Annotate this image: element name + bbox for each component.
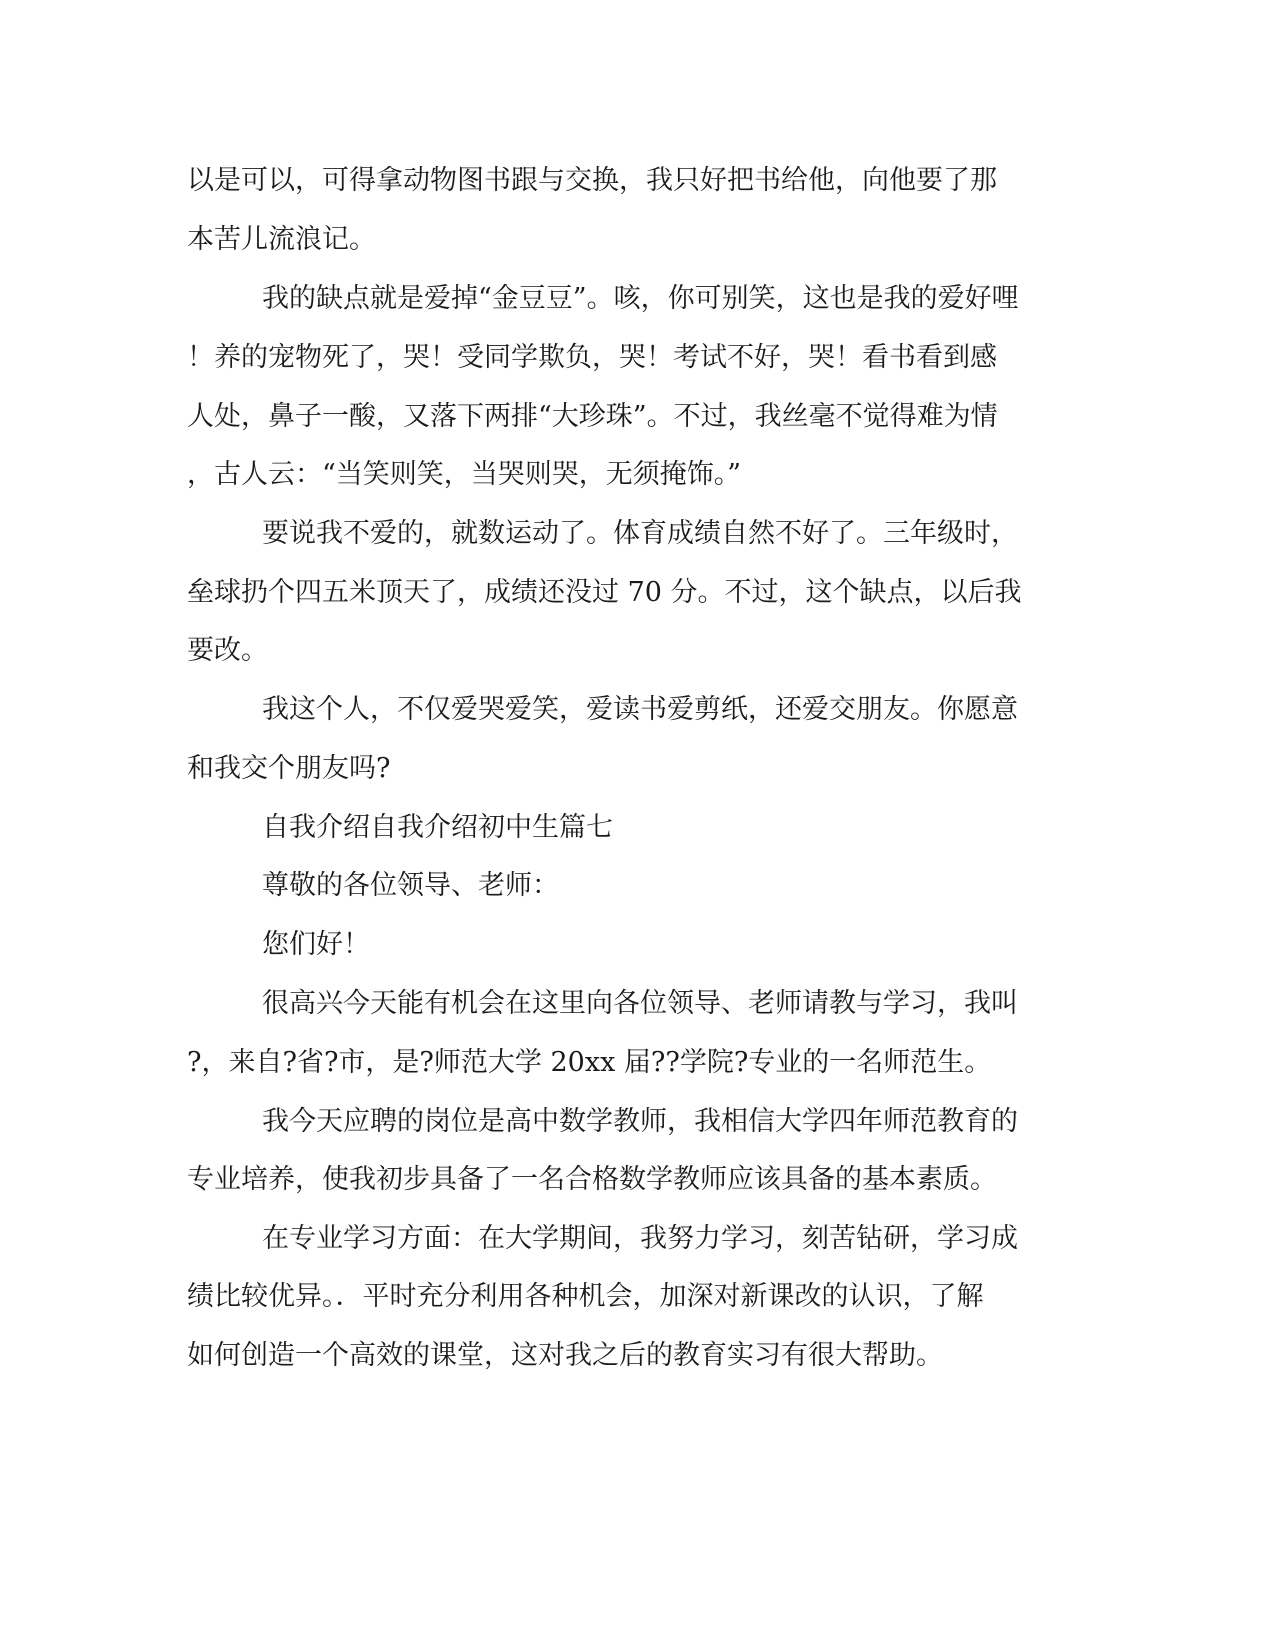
text-line-11: 和我交个朋友吗? [187,753,391,784]
text-line-18: 专业培养，使我初步具备了一名合格数学教师应该具备的基本素质。 [187,1164,997,1195]
salutation: 尊敬的各位领导、老师： [262,870,559,901]
text-line-6: ，古人云：“当笑则笑，当哭则哭，无须掩饰。” [187,459,742,490]
text-line-15: 很高兴今天能有机会在这里向各位领导、老师请教与学习，我叫 [262,988,1018,1019]
text-line-8: 垒球扔个四五米顶天了，成绩还没过 70 分。不过，这个缺点，以后我 [187,577,1022,608]
text-line-17: 我今天应聘的岗位是高中数学教师，我相信大学四年师范教育的 [262,1106,1018,1137]
text-line-20: 绩比较优异。．平时充分利用各种机会，加深对新课改的认识，了解 [187,1281,984,1312]
text-line-1: 以是可以，可得拿动物图书跟与交换，我只好把书给他，向他要了那 [187,165,997,196]
text-line-4: ！养的宠物死了，哭！受同学欺负，哭！考试不好，哭！看书看到感 [187,342,997,373]
text-line-10: 我这个人，不仅爱哭爱笑，爱读书爱剪纸，还爱交朋友。你愿意 [262,694,1018,725]
text-line-7: 要说我不爱的，就数运动了。体育成绩自然不好了。三年级时， [262,518,1018,549]
text-line-3: 我的缺点就是爱掉“金豆豆”。咳，你可别笑，这也是我的爱好哩 [262,283,1019,314]
greeting: 您们好！ [262,929,370,960]
text-line-19: 在专业学习方面：在大学期间，我努力学习，刻苦钻研，学习成 [262,1223,1018,1254]
text-line-2: 本苦儿流浪记。 [187,224,376,255]
text-line-21: 如何创造一个高效的课堂，这对我之后的教育实习有很大帮助。 [187,1340,943,1371]
text-line-9: 要改。 [187,635,268,666]
text-line-5: 人处，鼻子一酸，又落下两排“大珍珠”。不过，我丝毫不觉得难为情 [187,401,998,432]
section-heading: 自我介绍自我介绍初中生篇七 [262,812,613,843]
text-line-16: ?，来自?省?市，是?师范大学 20xx 届??学院?专业的一名师范生。 [187,1047,992,1078]
